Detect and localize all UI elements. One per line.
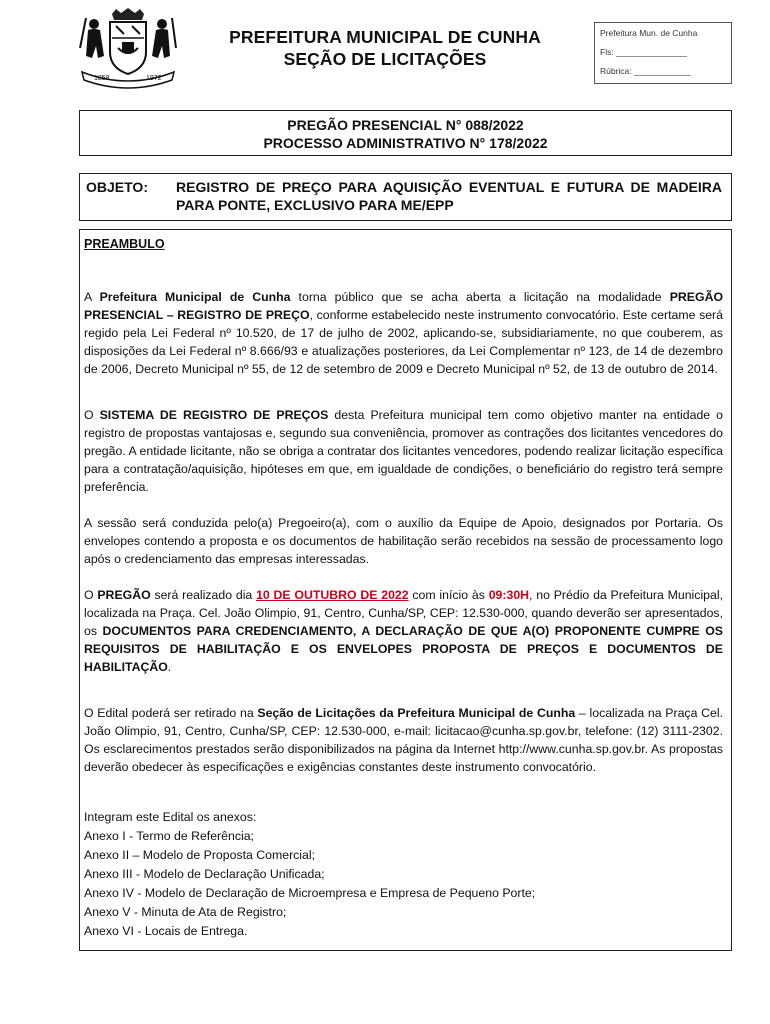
crest-year-left: 1858 — [94, 75, 110, 82]
document-header — [200, 26, 570, 70]
paragraph-intro — [84, 288, 723, 378]
stamp-page-field: Fls: _______________ — [600, 47, 687, 57]
text-run: desta Prefeitura municipal tem como objetivo manter na entidade o registro de propostas vantajosas e, segundo sua conveniência, promover as contrações dos licitantes vencedores do pregão. A entidade licitante, não se obriga a contratar dos licitantes vencedores, podendo realizar licitação específica para a contratação/aquisição, hipóteses em que, em igualdade de condições, o beneficiário do registro terá sempre preferência. — [84, 408, 723, 494]
crest-year-right: 1972 — [146, 75, 162, 82]
text-run: será realizado dia — [150, 588, 257, 602]
list-item: Anexo I - Termo de Referência; — [84, 829, 254, 843]
pregao-box — [79, 110, 732, 156]
text-run: – localizada na Praça Cel. João Olimpio, 91, Centro, Cunha/SP, CEP: 12.530-000, e-mail: licitacao@cunha.sp.gov.br, telefone: (12) 3111-2302. Os esclarecimentos prestados serão disponibilizados na página da Internet http://www.cunha.sp.gov.br. As propostas deverão obedecer às especificações e exigências constantes deste instrumento convocatório. — [84, 706, 724, 774]
header-subtitle: SEÇÃO DE LICITAÇÕES — [283, 49, 487, 69]
objeto-label: OBJETO: — [86, 179, 148, 195]
text-run-bold: DOCUMENTOS PARA CREDENCIAMENTO, A DECLARAÇÃO DE QUE A(O) PROPONENTE CUMPRE OS REQUISITOS DE HABILITAÇÃO E OS ENVELOPES PROPOSTA DE PREÇOS E DOCUMENTOS DE HABILITAÇÃO — [84, 624, 723, 674]
list-item: Anexo III - Modelo de Declaração Unificada; — [84, 867, 325, 881]
list-item: Anexo V - Minuta de Ata de Registro; — [84, 905, 287, 919]
annex-list — [84, 808, 723, 941]
municipal-crest-logo — [76, 8, 180, 90]
paragraph-pregao-date — [84, 586, 723, 676]
annex-intro: Integram este Edital os anexos: — [84, 810, 257, 824]
paragraph-sessao: A sessão será conduzida pelo(a) Pregoeiro(a), com o auxílio da Equipe de Apoio, designados por Portaria. Os envelopes contendo a proposta e os documentos de habilitação serão recebidos na sessão de processamento logo após o credenciamento das empresas interessadas. — [84, 516, 723, 566]
process-number: PROCESSO ADMINISTRATIVO N° 178/2022 — [263, 135, 548, 151]
text-run: O — [84, 408, 100, 422]
text-run: O — [84, 588, 98, 602]
session-date: 10 DE OUTUBRO DE 2022 — [256, 588, 409, 602]
pregao-number: PREGÃO PRESENCIAL N° 088/2022 — [287, 117, 524, 133]
text-run: torna público que se acha aberta a licitação na modalidade — [290, 290, 670, 304]
stamp-signature-field: Rúbrica: ____________ — [600, 66, 691, 76]
text-run: O Edital poderá ser retirado na — [84, 706, 258, 720]
page-stamp — [594, 22, 732, 84]
text-run-bold: Prefeitura Municipal de Cunha — [99, 290, 291, 304]
text-run: , conforme estabelecido neste instrumento convocatório. Este certame será regido pela Lei Federal nº 10.520, de 17 de julho de 2002, aplicando-se, subsidiariamente, no que couberem, as disposições da Lei Federal nº 8.666/93 e atualizações posteriores, da Lei Complementar nº 123, de 14 de dezembro de 2006, Decreto Municipal nº 55, de 12 de setembro de 2009 e Decreto Municipal nº 52, de 13 de outubro de 2014. — [84, 308, 723, 376]
paragraph-registro-precos — [84, 406, 723, 496]
text-run-bold: PREGÃO PRESENCIAL – REGISTRO DE PREÇO — [84, 290, 724, 322]
text-run: , no Prédio da Prefeitura Municipal, localizada na Praça. Cel. João Olimpio, 91, Centro, Cunha/SP, CEP: 12.530-000, quando deverão ser apresentados, os — [84, 588, 723, 638]
objeto-box — [79, 173, 732, 221]
text-run: com início às — [408, 588, 489, 602]
list-item: Anexo II – Modelo de Proposta Comercial; — [84, 848, 316, 862]
text-run: A — [84, 290, 100, 304]
text-run-bold: SISTEMA DE REGISTRO DE PREÇOS — [99, 408, 329, 422]
paragraph-edital — [84, 704, 723, 776]
header-title: PREFEITURA MUNICIPAL DE CUNHA — [229, 27, 541, 47]
list-item: Anexo IV - Modelo de Declaração de Microempresa e Empresa de Pequeno Porte; — [84, 886, 536, 900]
session-time: 09:30H — [488, 588, 530, 602]
preambulo-title: PREAMBULO — [84, 237, 165, 251]
list-item: Anexo VI - Locais de Entrega. — [84, 924, 248, 938]
text-run-bold: Seção de Licitações da Prefeitura Municipal de Cunha — [257, 706, 576, 720]
objeto-text: REGISTRO DE PREÇO PARA AQUISIÇÃO EVENTUAL E FUTURA DE MADEIRA PARA PONTE, EXCLUSIVO PARA ME/EPP — [176, 179, 722, 213]
text-run-bold: PREGÃO — [97, 588, 151, 602]
stamp-office: Prefeitura Mun. de Cunha — [600, 28, 698, 38]
text-run: . — [167, 660, 172, 674]
